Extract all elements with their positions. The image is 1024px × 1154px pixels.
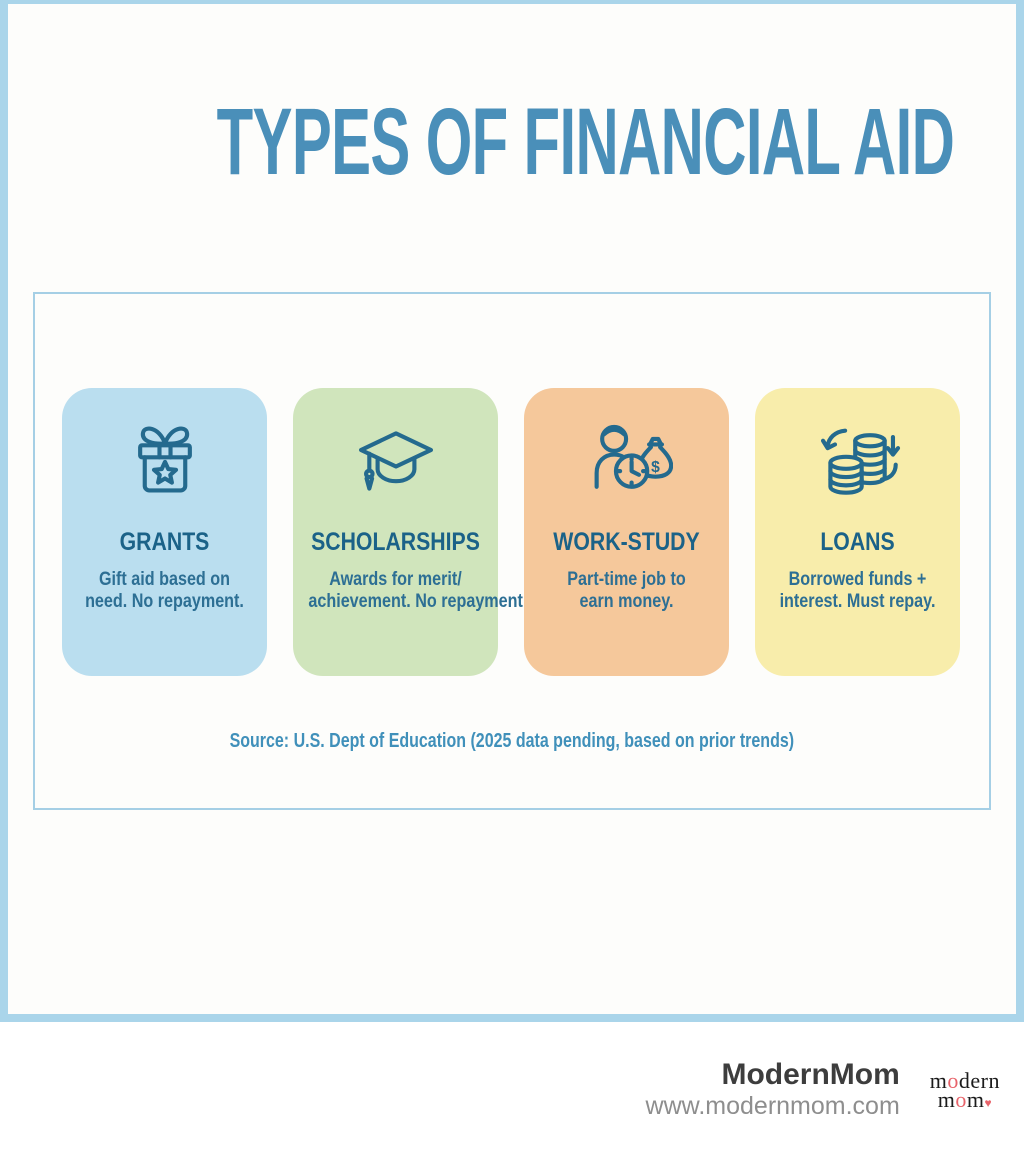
card-desc-line: earn money. <box>579 591 674 612</box>
heart-icon: ♥ <box>984 1095 993 1110</box>
brand-website-url: www.modernmom.com <box>645 1092 900 1120</box>
source-note <box>35 731 989 751</box>
card-scholarships <box>293 388 523 676</box>
card-desc-line: Gift aid based on <box>98 569 231 590</box>
logo-line-1: modern <box>929 1068 1000 1093</box>
footer-branding <box>646 1060 1000 1119</box>
aid-cards-row <box>62 388 960 676</box>
source-note-text: Source: U.S. Dept of Education (2025 data pending, based on prior trends) <box>229 730 795 752</box>
coins-exchange-arrows-icon <box>812 415 904 507</box>
page-title-text: TYPES OF FINANCIAL AID <box>216 89 955 195</box>
brand-block <box>646 1060 900 1119</box>
coin-stack-front-top <box>830 457 861 469</box>
card-title-scholarships: SCHOLARSHIPS <box>311 528 480 556</box>
card-desc-loans <box>770 569 944 613</box>
card-title-grants: GRANTS <box>119 528 210 556</box>
card-title-work-study: WORK-STUDY <box>553 528 700 556</box>
gift-icon <box>119 415 211 507</box>
card-desc-work-study <box>539 569 713 613</box>
content-panel <box>33 292 991 810</box>
logo-accent-letter: o <box>955 1086 967 1112</box>
dollar-sign: $ <box>650 459 660 477</box>
card-title-loans: LOANS <box>820 528 895 556</box>
logo-accent-letter: o <box>947 1068 959 1093</box>
card-desc-line: achievement. No repayment <box>308 591 523 612</box>
card-desc-line: Awards for merit/ <box>329 569 462 590</box>
card-work-study <box>524 388 729 676</box>
page-title <box>0 89 1024 195</box>
card-desc-grants <box>77 569 251 613</box>
card-desc-line: need. No repayment. <box>85 591 244 612</box>
modernmom-logo <box>929 1068 1000 1112</box>
card-desc-line: interest. Must repay. <box>779 591 936 612</box>
card-desc-line: Borrowed funds + <box>788 569 927 590</box>
person-clock-moneybag-icon <box>581 415 673 507</box>
graduation-cap-icon <box>350 415 442 507</box>
brand-name: ModernMom <box>721 1058 900 1091</box>
logo-line-2: mom♥ <box>937 1086 993 1112</box>
card-desc-scholarships <box>308 569 523 613</box>
card-loans <box>755 388 960 676</box>
card-desc-line: Part-time job to <box>567 569 686 590</box>
card-grants <box>62 388 267 676</box>
